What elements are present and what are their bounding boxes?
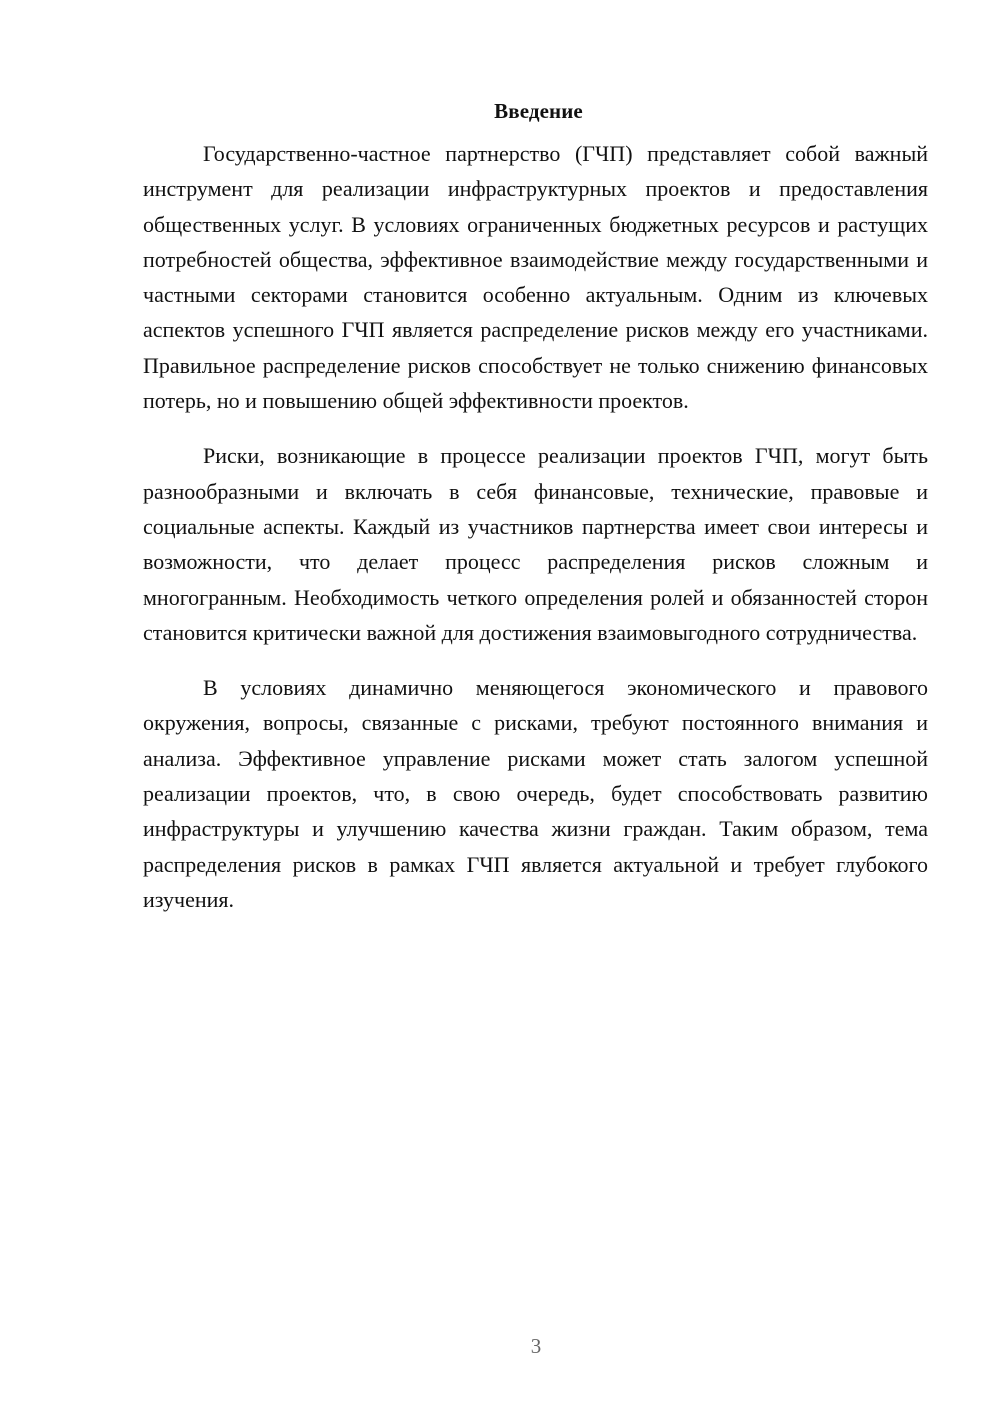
- paragraph-1: Государственно-частное партнерство (ГЧП) представляет собой важный инструмент для реализации инфраструктурных проектов и предоставления общественных услуг. В условиях ограниченных бюджетных ресурсов и растущих потребностей общества, эффективное взаимодействие между государственными и частными секторами становится особенно актуальным. Одним из ключевых аспектов успешного ГЧП является распределение рисков между его участниками. Правильное распределение рисков способствует не только снижению финансовых потерь, но и повышению общей эффективности проектов.: [143, 141, 928, 414]
- page-content: [143, 96, 928, 937]
- paragraph-3: В условиях динамично меняющегося экономического и правового окружения, вопросы, связанные с рисками, требуют постоянного внимания и анализа. Эффективное управление рисками может стать залогом успешной реализации проектов, что, в свою очередь, будет способствовать развитию инфраструктуры и улучшению качества жизни граждан. Таким образом, тема распределения рисков в рамках ГЧП является актуальной и требует глубокого изучения.: [143, 675, 928, 912]
- section-heading: Введение: [494, 99, 583, 123]
- page-number: 3: [530, 1334, 542, 1358]
- paragraph-2: Риски, возникающие в процессе реализации проектов ГЧП, могут быть разнообразными и включать в себя финансовые, технические, правовые и социальные аспекты. Каждый из участников партнерства имеет свои интересы и возможности, что делает процесс распределения рисков сложным и многогранным. Необходимость четкого определения ролей и обязанностей сторон становится критически важной для достижения взаимовыгодного сотрудничества.: [143, 443, 928, 645]
